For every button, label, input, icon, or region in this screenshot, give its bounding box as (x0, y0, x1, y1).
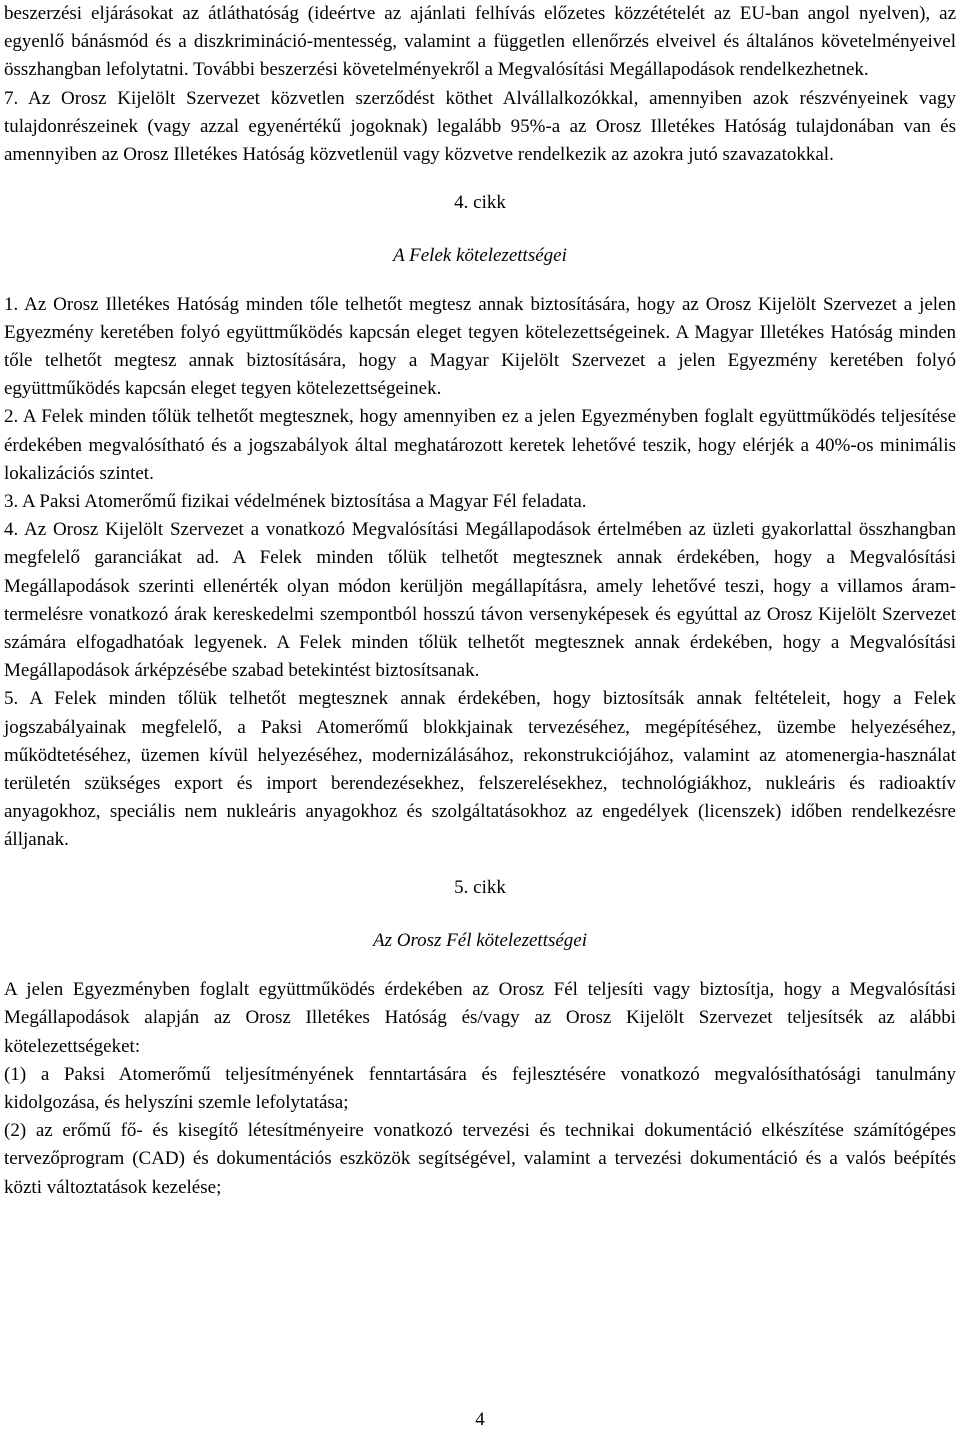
article-5-number: 5. cikk (454, 876, 506, 898)
article-4-point-1: 1. Az Orosz Illetékes Hatóság minden tőle telhetőt megtesz annak biztosítására, hogy az Orosz Kijelölt Szervezet a jelen Egyezmény keretében folyó együttműködés kapcsán eleget tegyen kötelezettségeinek. A Magyar Illetékes Hatóság minden tőle telhetőt megtesz annak biztosítására, hogy a Magyar Kijelölt Szervezet a jelen Egyezmény keretében folyó együttműködés kapcsán eleget tegyen kötelezettségeinek. (4, 293, 956, 400)
article-4-point-4: 4. Az Orosz Kijelölt Szervezet a vonatkozó Megvalósítási Megállapodások értelmében az üzleti gyakorlattal összhangban megfelelő garanciákat ad. A Felek minden tőlük telhetőt megtesznek annak érdekében, hogy a Megvalósítási Megállapodások szerinti ellenérték olyan módon kerüljön megállapításra, amely lehetővé teszi, hogy a villamos áram-termelésre vonatkozó árak kereskedelmi szempontból hosszú távon versenyképesek és egyúttal az Orosz Kijelölt Szervezet számára elfogadhatóak legyenek. A Felek minden tőlük telhetőt megtesznek annak érdekében, hogy a Megvalósítási Megállapodások árképzésébe szabad betekintést biztosítsanak. (4, 519, 956, 682)
article-4-point-3: 3. A Paksi Atomerőmű fizikai védelmének biztosítása a Magyar Fél feladata. (4, 491, 587, 513)
article-5-title: Az Orosz Fél kötelezettségei (372, 929, 588, 951)
article-4-point-5: 5. A Felek minden tőlük telhetőt megtesznek annak érdekében, hogy biztosítsák annak feltételeit, hogy a Felek jogszabályainak megfelelő, a Paksi Atomerőmű blokkjainak tervezéséhez, megépítéséhez, üzembe helyezéséhez, működtetéséhez, üzemen kívül helyezéséhez, modernizálásához, rekonstrukciójához, valamint az atomenergia-használat területén szükséges export és import berendezésekhez, felszerelésekhez, technológiákhoz, nukleáris és radioaktív anyagokhoz, speciális nem nukleáris anyagokhoz és szolgáltatásokhoz az engedélyek (licenszek) időben rendelkezésre álljanak. (4, 688, 956, 851)
article-5-intro: A jelen Egyezményben foglalt együttműködés érdekében az Orosz Fél teljesíti vagy biztosítja, hogy a Megvalósítási Megállapodások alapján az Orosz Illetékes Hatóság és/vagy az Orosz Kijelölt Szervezet teljesítsék az alábbi kötelezettségeket: (4, 979, 956, 1057)
document-page (4, 0, 956, 1202)
article-4-number: 4. cikk (454, 192, 506, 214)
article-5-item-1: (1) a Paksi Atomerőmű teljesítményének fenntartására és fejlesztésére vonatkozó megvalósíthatósági tanulmány kidolgozása, és helyszíni szemle lefolytatása; (4, 1063, 956, 1113)
paragraph-procurement-continuation: beszerzési eljárásokat az átláthatóság (ideértve az ajánlati felhívás előzetes közzétételét az EU-ban angol nyelven), az egyenlő bánásmód és a diszkrimináció-mentesség, valamint a független ellenőrzés elveivel és általános követelményeivel összhangban lefolytatni. További beszerzési követelményekről a Megvalósítási Megállapodások rendelkezhetnek. (4, 3, 956, 81)
article-5-item-2: (2) az erőmű fő- és kisegítő létesítményeire vonatkozó tervezési és technikai dokumentáció elkészítése számítógépes tervezőprogram (CAD) és dokumentációs eszközök segítségével, valamint a tervezési dokumentáció és a valós beépítés közti változtatások kezelése; (4, 1120, 956, 1198)
paragraph-point-7: 7. Az Orosz Kijelölt Szervezet közvetlen szerződést köthet Alvállalkozókkal, amennyiben azok részvényeinek vagy tulajdonrészeinek (vagy azzal egyenértékű jogoknak) legalább 95%-a az Orosz Illetékes Hatóság tulajdonában van és amennyiben az Orosz Illetékes Hatóság közvetlenül vagy közvetve rendelkezik az azokra jutó szavazatokkal. (4, 87, 956, 166)
article-4-point-2: 2. A Felek minden tőlük telhetőt megtesznek, hogy amennyiben ez a jelen Egyezményben foglalt együttműködés teljesítése érdekében megvalósítható és a jogszabályok által meghatározott keretek lehetővé teszik, hogy elérjék a 40%-os minimális lokalizációs szintet. (4, 406, 956, 484)
page-number: 4 (475, 1409, 485, 1430)
article-4-title: A Felek kötelezettségei (393, 245, 567, 267)
